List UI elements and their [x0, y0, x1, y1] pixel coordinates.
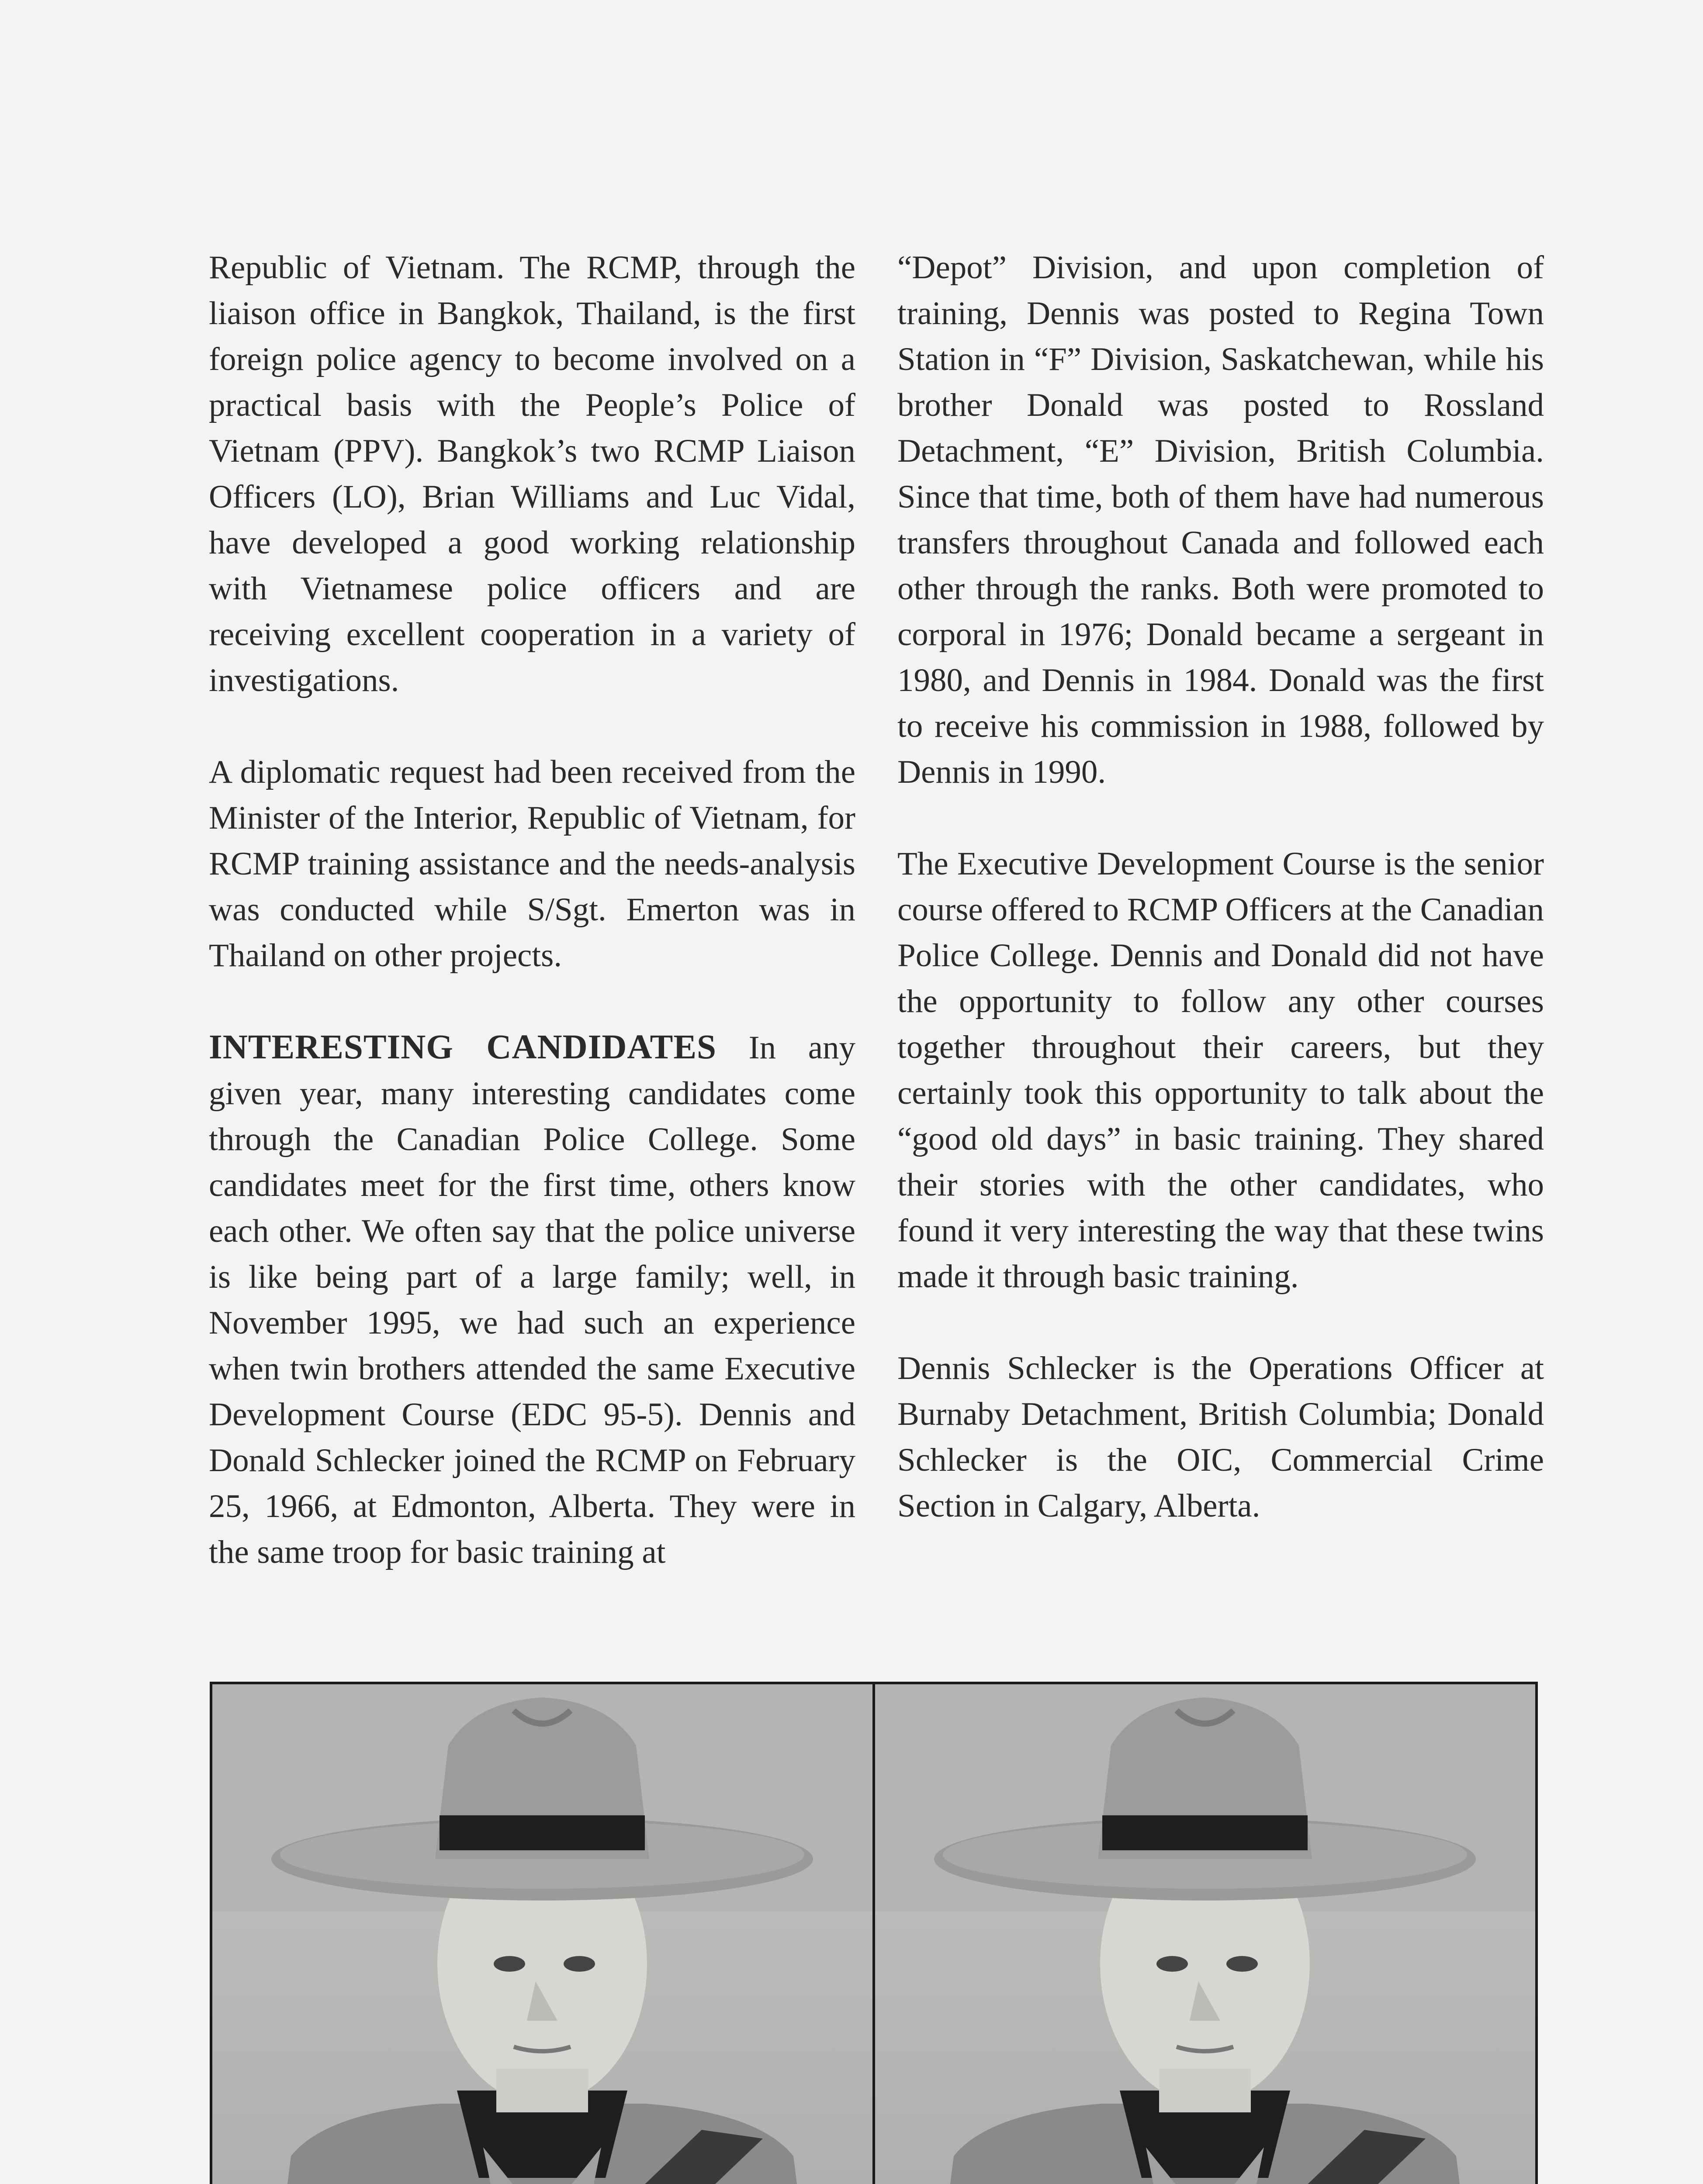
photo-frame — [210, 1682, 1538, 2184]
paragraph: Republic of Vietnam. The RCMP, through the liaison office in Bangkok, Thailand, is the first foreign police agency to become involved on a practical basis with the People’s Police of Vietnam (PPV). Bangkok’s two RCMP Liaison Officers (LO), Brian Williams and Luc Vidal, have developed a good working relationship with Vietnamese police officers and are receiving excellent cooperation in a variety of investigations. — [209, 249, 855, 698]
portrait-illustration — [212, 1684, 872, 2184]
paragraph: Dennis Schlecker is the Operations Officer at Burnaby Detachment, British Columbia; Donald Schlecker is the OIC, Commercial Crime Section in Calgary, Alberta. — [897, 1350, 1544, 1524]
section-text: In any given year, many interesting candidates come through the Canadian Police College. Some candidates meet for the first time, others know each other. We often say that the police universe is like being part of a large family; well, in November 1995, we had such an experience when twin brothers attended the same Executive Development Course (EDC 95-5). Dennis and Donald Schlecker joined the RCMP on February 25, 1966, at Edmonton, Alberta. They were in the same troop for basic training at — [209, 1030, 855, 1570]
portrait-illustration — [875, 1684, 1535, 2184]
section-paragraph — [209, 1024, 855, 1575]
left-column — [209, 245, 855, 1621]
photo-left-portrait — [212, 1684, 872, 2184]
paragraph: The Executive Development Course is the senior course offered to RCMP Officers at the Canadian Police College. Dennis and Donald did not have the opportunity to follow any other courses together throughout their careers, but they certainly took this opportunity to talk about the “good old days” in basic training. They shared their stories with the other candidates, who found it very interesting the way that these twins made it through basic training. — [897, 846, 1544, 1295]
section-heading: INTERESTING CANDIDATES — [209, 1028, 717, 1066]
photo-right-portrait — [875, 1684, 1535, 2184]
paragraph: “Depot” Division, and upon completion of training, Dennis was posted to Regina Town Station in “F” Division, Saskatchewan, while his brother Donald was posted to Rossland Detachment, “E” Division, British Columbia. Since that time, both of them have had numerous transfers throughout Canada and followed each other through the ranks. Both were promoted to corporal in 1976; Donald became a sergeant in 1980, and Dennis in 1984. Donald was the first to receive his commission in 1988, followed by Dennis in 1990. — [897, 249, 1544, 790]
paragraph: A diplomatic request had been received from the Minister of the Interior, Republic of Vietnam, for RCMP training assistance and the needs-analysis was conducted while S/Sgt. Emerton was in Thailand on other projects. — [209, 754, 855, 974]
right-column — [897, 245, 1544, 1575]
